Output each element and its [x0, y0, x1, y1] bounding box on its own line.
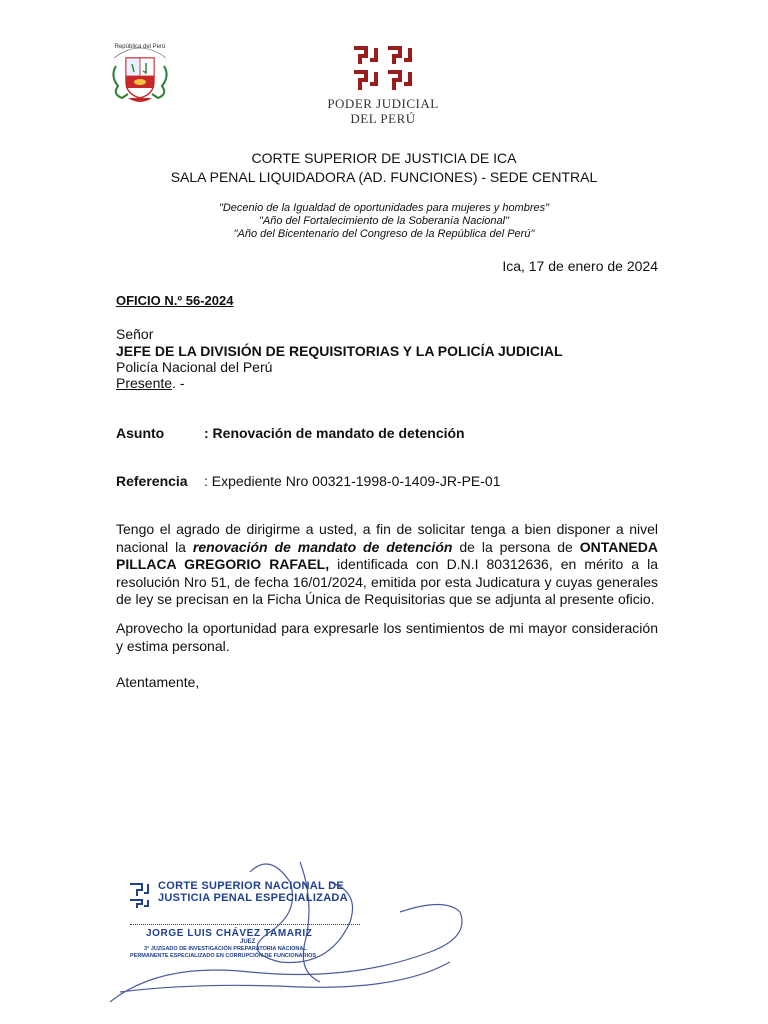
body-paragraph-2: Aprovecho la oportunidad para expresarle los sentimientos de mi mayor consideración y estima personal. — [116, 620, 658, 654]
peru-coat-of-arms-icon — [108, 36, 172, 108]
p1-text-e: identificada con D.N.I 80312636, en mérito a la resolución Nro 51, de fecha 16/01/2024, emitida por esta Judicatura y cuyas generales de ley se precisan en la Ficha Única de Requisitorias que se adjunta al presente oficio. — [116, 556, 658, 607]
motto-line: "Año del Fortalecimiento de la Soberanía Nacional" — [259, 215, 509, 227]
recipient-title: JEFE DE LA DIVISIÓN DE REQUISITORIAS Y LA POLICÍA JUDICIAL — [116, 343, 563, 359]
presente-line — [116, 375, 185, 391]
seal-line2: JUSTICIA PENAL ESPECIALIZADA — [158, 892, 348, 904]
body-paragraph-1 — [116, 521, 658, 609]
recipient-institution: Policía Nacional del Perú — [116, 359, 273, 375]
oficio-number: OFICIO N.º 56-2024 — [116, 293, 234, 308]
presente-word: Presente — [116, 375, 173, 391]
court-seal-stamp-icon — [100, 842, 480, 1012]
p1-person-name: ONTANEDA PILLACA GREGORIO RAFAEL, — [116, 538, 658, 572]
subject-value: : Renovación de mandato de detención — [204, 425, 465, 441]
motto-line: "Decenio de la Igualdad de oportunidades para mujeres y hombres" — [218, 202, 550, 214]
coat-of-arms-text: República del Perú — [114, 44, 166, 50]
p1-text-c: de la persona de — [452, 538, 580, 555]
seal-line3: 3° JUZGADO DE INVESTIGACIÓN PREPARATORIA NACIONAL — [144, 946, 307, 952]
seal-dotted-line — [130, 924, 360, 925]
seal-line1: CORTE SUPERIOR NACIONAL DE — [158, 880, 345, 892]
court-name: CORTE SUPERIOR DE JUSTICIA DE ICA — [251, 150, 517, 166]
subject-label: Asunto — [116, 425, 165, 441]
motto-line: "Año del Bicentenario del Congreso de la República del Perú" — [233, 228, 535, 240]
poder-judicial-logo-icon — [348, 44, 418, 94]
pj-name-line1: PODER JUDICIAL — [327, 96, 439, 111]
signer-name: JORGE LUIS CHÁVEZ TAMARIZ — [146, 928, 313, 939]
closing-text: Atentamente, — [116, 674, 200, 690]
p1-text-a: Tengo el agrado de dirigirme a usted, a fin de solicitar tenga a bien disponer a nivel nacional la — [116, 521, 658, 555]
pj-name-line2: DEL PERÚ — [350, 111, 416, 123]
p1-emphasis: renovación de mandato de detención — [192, 538, 453, 555]
salutation: Señor — [116, 326, 154, 342]
reference-value: : Expediente Nro 00321-1998-0-1409-JR-PE-01 — [204, 473, 501, 489]
seal-line4: PERMANENTE ESPECIALIZADO EN CORRUPCIÓN DE FUNCIONARIOS — [130, 953, 317, 959]
reference-label: Referencia — [116, 473, 188, 489]
letter-date: Ica, 17 de enero de 2024 — [502, 258, 658, 274]
signer-role: JUEZ — [240, 939, 256, 945]
court-chamber: SALA PENAL LIQUIDADORA (AD. FUNCIONES) - SEDE CENTRAL — [170, 169, 598, 185]
presente-suffix: . - — [172, 375, 185, 391]
